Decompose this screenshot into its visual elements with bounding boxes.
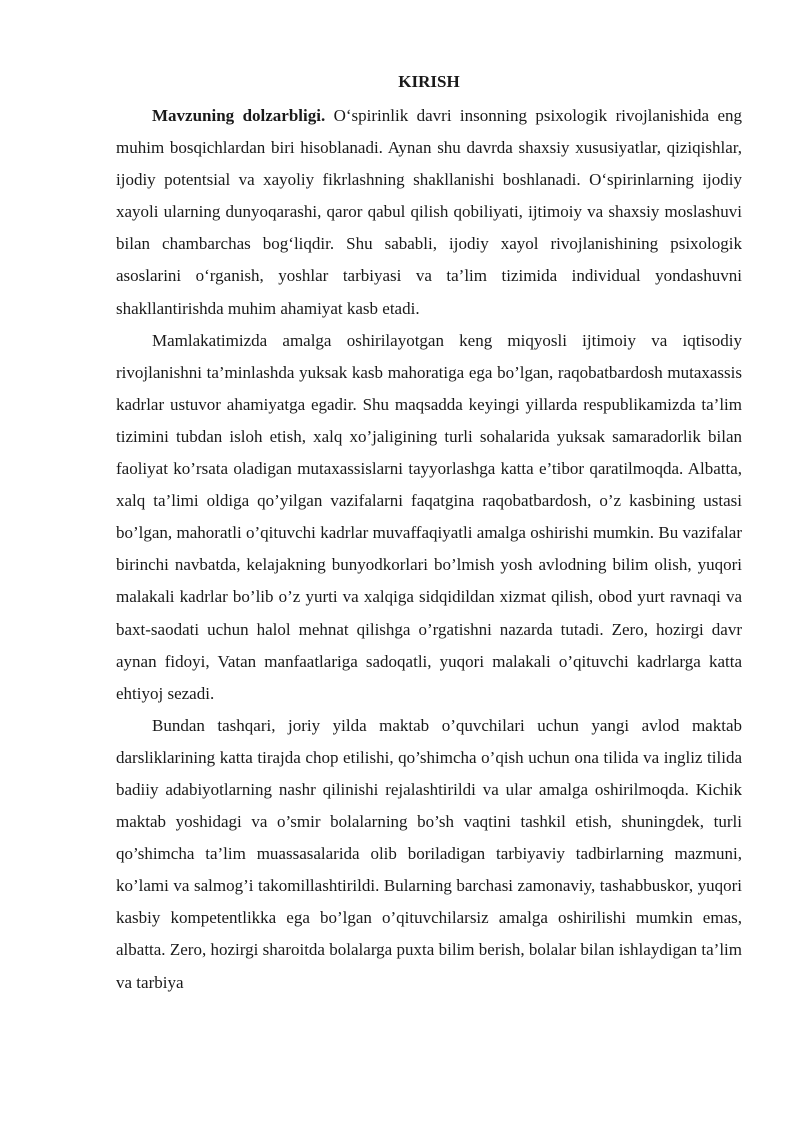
paragraph-relevance xyxy=(116,100,742,325)
paragraph-lead: Mavzuning dolzarbligi. xyxy=(152,106,326,125)
document-body xyxy=(116,70,742,999)
paragraph-body: Bundan tashqari, joriy yilda maktab o’quvchilari uchun yangi avlod maktab darsliklarining katta tirajda chop etilishi, qo’shimcha o’qish uchun ona tilida va ingliz tilida badiiy adabiyotlarning nashr qilinishi rejalashtirildi va ular amalga oshirilmoqda. Kichik maktab yoshidagi va o’smir bolalarning bo’sh vaqtini tashkil etish, shuningdek, turli qo’shimcha ta’lim muassasalarida olib boriladigan tarbiyaviy tadbirlarning mazmuni, ko’lami va salmog’i takomillashtirildi. Bularning barchasi zamonaviy, tashabbuskor, yuqori kasbiy kompetentlikka ega bo’lgan o’qituvchilarsiz amalga oshirilishi mumkin emas, albatta. Zero, hozirgi sharoitda bolalarga puxta bilim berish, bolalar bilan ishlaydigan ta’lim va tarbiya xyxy=(116,715,742,992)
paragraph-text: O‘spirinlik davri insonning psixologik rivojlanishida eng muhim bosqichlardan biri hisoblanadi. Aynan shu davrda shaxsiy xususiyatlar, qiziqishlar, ijodiy potentsial va xayoliy fikrlashning shakllanishi boshlanadi. O‘spirinlarning ijodiy xayoli ularning dunyoqarashi, qaror qabul qilish qobiliyati, ijtimoiy va shaxsiy moslashuvi bilan chambarchas bog‘liqdir. Shu sababli, ijodiy xayol rivojlanishining psixologik asoslarini o‘rganish, yoshlar tarbiyasi va ta’lim tizimida individual yondashuvni shakllantirishda muhim ahamiyat kasb etadi. xyxy=(116,106,742,318)
paragraph-body: Mamlakatimizda amalga oshirilayotgan keng miqyosli ijtimoiy va iqtisodiy rivojlanishni ta’minlashda yuksak kasb mahoratiga ega bo’lgan, raqobatbardosh mutaxassis kadrlar ustuvor ahamiyatga egadir. Shu maqsadda keyingi yillarda respublikamizda ta’lim tizimini tubdan isloh etish, xalq xo’jaligining turli sohalarida yuksak samaradorlik bilan faoliyat ko’rsata oladigan mutaxassislarni tayyorlashga katta e’tibor qaratilmoqda. Albatta, xalq ta’limi oldiga qo’yilgan vazifalarni faqatgina raqobatbardosh, o’z kasbining ustasi bo’lgan, mahoratli o’qituvchi kadrlar muvaffaqiyatli amalga oshirishi mumkin. Bu vazifalar birinchi navbatda, kelajakning bunyodkorlari bo’lmish yosh avlodning bilim olish, yuqori malakali kadrlar bo’lib o’z yurti va xalqiga sidqidildan xizmat qilish, obod yurt ravnaqi va baxt-saodati uchun halol mehnat qilishga o’rgatishni nazarda tutadi. Zero, hozirgi davr aynan fidoyi, Vatan manfaatlariga sadoqatli, yuqori malakali o’qituvchi kadrlarga katta ehtiyoj sezadi. xyxy=(116,330,742,703)
page-title: KIRISH xyxy=(398,72,460,91)
